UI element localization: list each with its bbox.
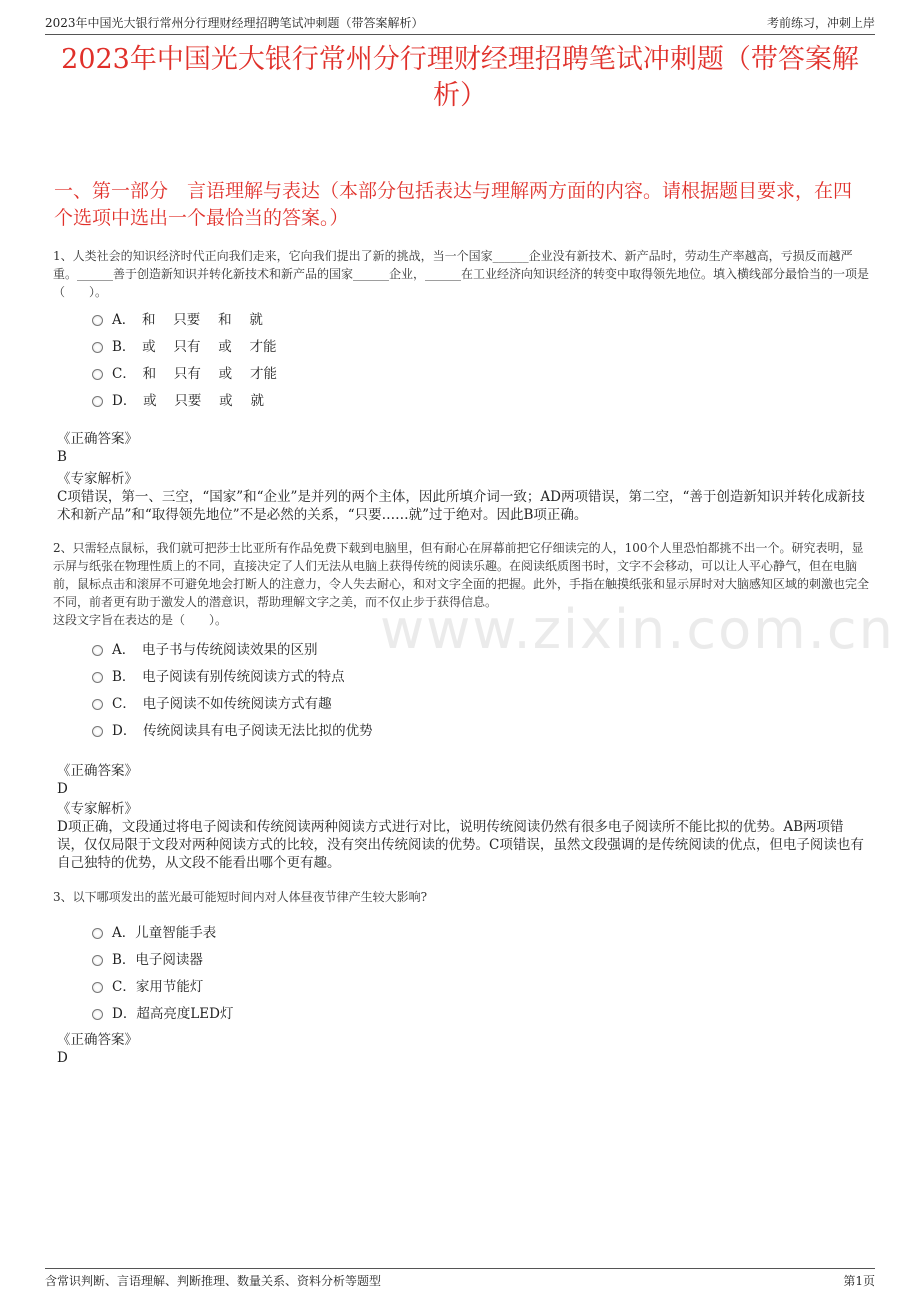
radio-icon[interactable] xyxy=(92,726,103,737)
option-c[interactable] xyxy=(92,971,233,998)
question-2-options xyxy=(92,634,373,742)
radio-icon[interactable] xyxy=(92,1009,103,1020)
question-2-answer xyxy=(57,762,868,798)
answer-value: B xyxy=(57,449,67,465)
option-d[interactable] xyxy=(92,385,277,412)
option-label: A． 和 只要 和 就 xyxy=(112,311,263,328)
question-1-answer xyxy=(57,430,868,466)
question-2-analysis xyxy=(57,800,868,872)
question-2-passage: 2、只需轻点鼠标，我们就可把莎士比亚所有作品免费下载到电脑里，但有耐心在屏幕前把它仔细读完的人，100个人里恐怕都挑不出一个。研究表明，显示屏与纸张在物理性质上的不同，直接决定了人们无法从电脑上获得传统的阅读乐趣。在阅读纸质图书时，文字不会移动，可以让人平心静气，但在电脑前，鼠标点击和滚屏不可避免地会打断人的注意力，令人失去耐心，和对文字全面的把握。此外，手指在触摸纸张和显示屏时对大脑感知区域的刺激也完全不同，前者更有助于激发人的潜意识，帮助理解文字之美，而不仅止步于获得信息。 xyxy=(53,541,870,609)
option-label: D． 传统阅读具有电子阅读无法比拟的优势 xyxy=(112,722,373,739)
radio-icon[interactable] xyxy=(92,699,103,710)
question-2-prompt: 这段文字旨在表达的是（ ）。 xyxy=(53,613,228,627)
watermark: www.zixin.com.cn xyxy=(380,598,895,661)
option-label: D．超高亮度LED灯 xyxy=(112,1005,234,1022)
question-1-options xyxy=(92,304,277,412)
option-d[interactable] xyxy=(92,998,233,1025)
option-a[interactable] xyxy=(92,304,277,331)
answer-label: 《正确答案》 xyxy=(57,1032,138,1048)
option-label: C． 电子阅读不如传统阅读方式有趣 xyxy=(112,695,332,712)
question-3-text: 3、以下哪项发出的蓝光最可能短时间内对人体昼夜节律产生较大影响? xyxy=(53,890,428,904)
option-label: A．儿童智能手表 xyxy=(112,924,217,941)
option-label: B． 或 只有 或 才能 xyxy=(112,338,277,355)
option-a[interactable] xyxy=(92,634,373,661)
option-a[interactable] xyxy=(92,917,233,944)
header-doc-title: 2023年中国光大银行常州分行理财经理招聘笔试冲刺题（带答案解析） xyxy=(45,16,424,30)
option-label: A． 电子书与传统阅读效果的区别 xyxy=(112,641,318,658)
answer-value: D xyxy=(57,1050,68,1066)
radio-icon[interactable] xyxy=(92,672,103,683)
option-label: B．电子阅读器 xyxy=(112,951,203,968)
option-c[interactable] xyxy=(92,358,277,385)
page-number: 第1页 xyxy=(843,1274,875,1288)
analysis-label: 《专家解析》 xyxy=(57,801,138,817)
option-label: C． 和 只有 或 才能 xyxy=(112,365,277,382)
option-b[interactable] xyxy=(92,944,233,971)
question-3-options xyxy=(92,917,233,1025)
radio-icon[interactable] xyxy=(92,369,103,380)
option-b[interactable] xyxy=(92,661,373,688)
section-heading: 一、第一部分 言语理解与表达（本部分包括表达与理解两方面的内容。请根据题目要求，在四个选项中选出一个最恰当的答案。） xyxy=(54,180,853,229)
question-1-text: 1、人类社会的知识经济时代正向我们走来，它向我们提出了新的挑战，当一个国家______企业没有新技术、新产品时，劳动生产率越高，亏损反而越严重。______善于创造新知识并转化新技术和新产品的国家______企业，______在工业经济向知识经济的转变中取得领先地位。填入横线部分最恰当的一项是（ ）。 xyxy=(53,249,870,299)
analysis-text: D项正确，文段通过将电子阅读和传统阅读两种阅读方式进行对比，说明传统阅读仍然有很多电子阅读所不能比拟的优势。AB两项错误，仅仅局限于文段对两种阅读方式的比较，没有突出传统阅读的优势。C项错误，虽然文段强调的是传统阅读的优点，但电子阅读也有自己独特的优势，从文段不能看出哪个更有趣。 xyxy=(57,819,864,871)
answer-label: 《正确答案》 xyxy=(57,431,138,447)
radio-icon[interactable] xyxy=(92,955,103,966)
radio-icon[interactable] xyxy=(92,342,103,353)
footer-topics: 含常识判断、言语理解、判断推理、数量关系、资料分析等题型 xyxy=(45,1274,382,1288)
question-1-analysis xyxy=(57,470,868,524)
option-b[interactable] xyxy=(92,331,277,358)
header-slogan: 考前练习，冲刺上岸 xyxy=(766,16,875,30)
answer-label: 《正确答案》 xyxy=(57,763,138,779)
option-label: D． 或 只要 或 就 xyxy=(112,392,264,409)
question-3-answer xyxy=(57,1031,868,1067)
option-label: C．家用节能灯 xyxy=(112,978,204,995)
answer-value: D xyxy=(57,781,68,797)
page-header xyxy=(45,12,875,35)
analysis-label: 《专家解析》 xyxy=(57,471,138,487)
radio-icon[interactable] xyxy=(92,396,103,407)
page-title: 2023年中国光大银行常州分行理财经理招聘笔试冲刺题（带答案解析） xyxy=(61,44,859,111)
radio-icon[interactable] xyxy=(92,928,103,939)
radio-icon[interactable] xyxy=(92,982,103,993)
radio-icon[interactable] xyxy=(92,645,103,656)
analysis-text: C项错误，第一、三空，“国家”和“企业”是并列的两个主体，因此所填介词一致；AD两项错误，第二空，“善于创造新知识并转化成新技术和新产品”和“取得领先地位”不是必然的关系，“只要……就”过于绝对。因此B项正确。 xyxy=(57,489,865,523)
radio-icon[interactable] xyxy=(92,315,103,326)
option-d[interactable] xyxy=(92,715,373,742)
page-footer xyxy=(45,1268,875,1289)
option-c[interactable] xyxy=(92,688,373,715)
option-label: B． 电子阅读有别传统阅读方式的特点 xyxy=(112,668,345,685)
